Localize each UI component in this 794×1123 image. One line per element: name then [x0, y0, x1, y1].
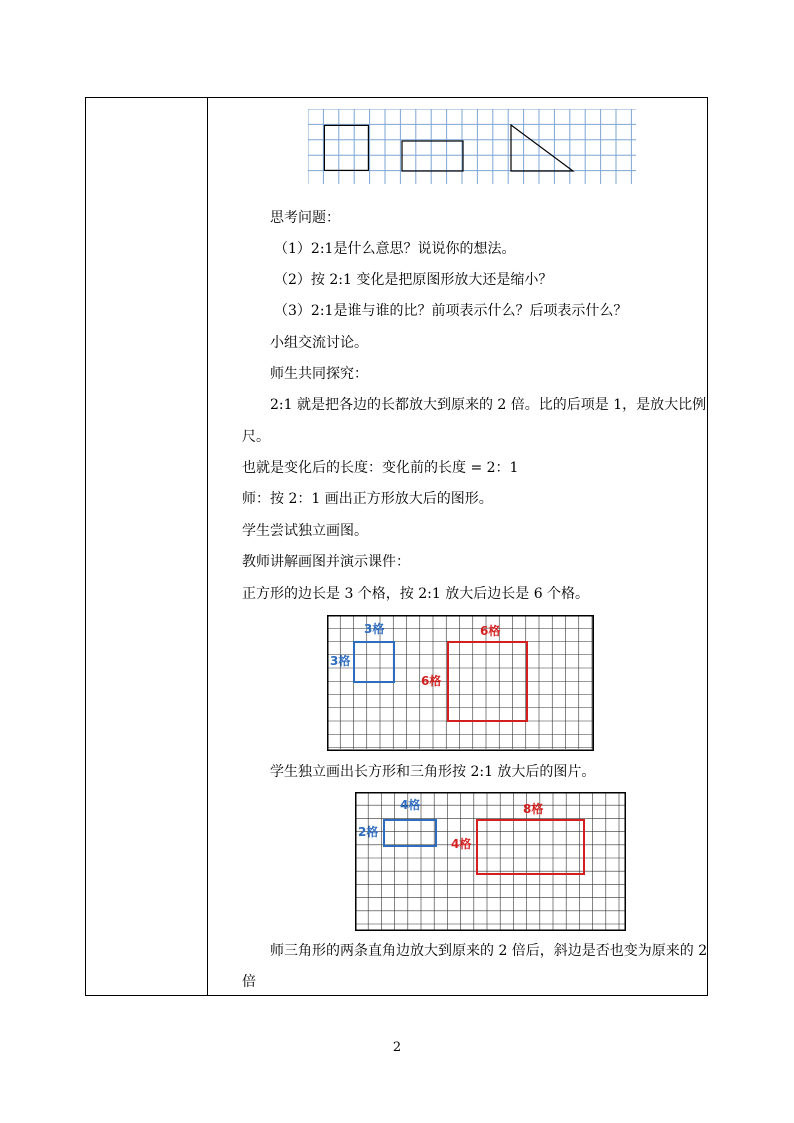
ratio-definition: 也就是变化后的长度：变化前的长度 = 2：1 [242, 460, 519, 476]
original-triangle [511, 125, 573, 171]
question-1: （1）2:1是什么意思？说说你的想法。 [274, 241, 516, 257]
figure-rectangle-enlarge [355, 792, 626, 931]
grid-light [308, 109, 636, 184]
student-try: 学生尝试独立画图。 [242, 523, 368, 539]
small-square-left-label: 3格 [330, 654, 351, 668]
student-rectangle: 学生独立画出长方形和三角形按 2:1 放大后的图片。 [270, 764, 596, 780]
small-rectangle-top-label: 4格 [400, 798, 421, 812]
large-rectangle-left-label: 4格 [451, 837, 472, 851]
explore-heading: 师生共同探究： [270, 366, 368, 382]
original-square [324, 125, 368, 170]
original-rectangle [402, 141, 463, 171]
group-discussion: 小组交流讨论。 [270, 335, 368, 351]
square-description: 正方形的边长是 3 个格，按 2:1 放大后边长是 6 个格。 [242, 586, 590, 602]
triangle-question-1: 师三角形的两条直角边放大到原来的 2 倍后，斜边是否也变为原来的 2 [270, 943, 708, 959]
large-rectangle-top-label: 8格 [523, 802, 544, 816]
explain-line-2: 尺。 [242, 429, 270, 445]
large-square-top-label: 6格 [480, 624, 501, 638]
question-3: （3）2:1是谁与谁的比？前项表示什么？后项表示什么？ [274, 303, 628, 319]
think-heading: 思考问题： [270, 210, 340, 226]
figure-original-shapes [308, 109, 636, 189]
small-rectangle-left-label: 2格 [358, 825, 379, 839]
large-square-left-label: 6格 [421, 674, 442, 688]
figure-square-enlarge [327, 615, 594, 751]
lesson-content [208, 97, 708, 996]
teacher-instruction: 师：按 2：1 画出正方形放大后的图形。 [242, 491, 493, 507]
teacher-demo: 教师讲解画图并演示课件： [242, 554, 410, 570]
question-2: （2）按 2:1 变化是把原图形放大还是缩小？ [274, 272, 553, 288]
large-rectangle [477, 820, 584, 874]
small-square [354, 642, 394, 682]
small-square-top-label: 3格 [364, 622, 385, 636]
small-rectangle [384, 820, 436, 846]
page-number: 2 [392, 1040, 402, 1055]
triangle-question-2: 倍 [242, 974, 256, 990]
explain-line-1: 2:1 就是把各边的长都放大到原来的 2 倍。比的后项是 1，是放大比例 [270, 397, 707, 413]
